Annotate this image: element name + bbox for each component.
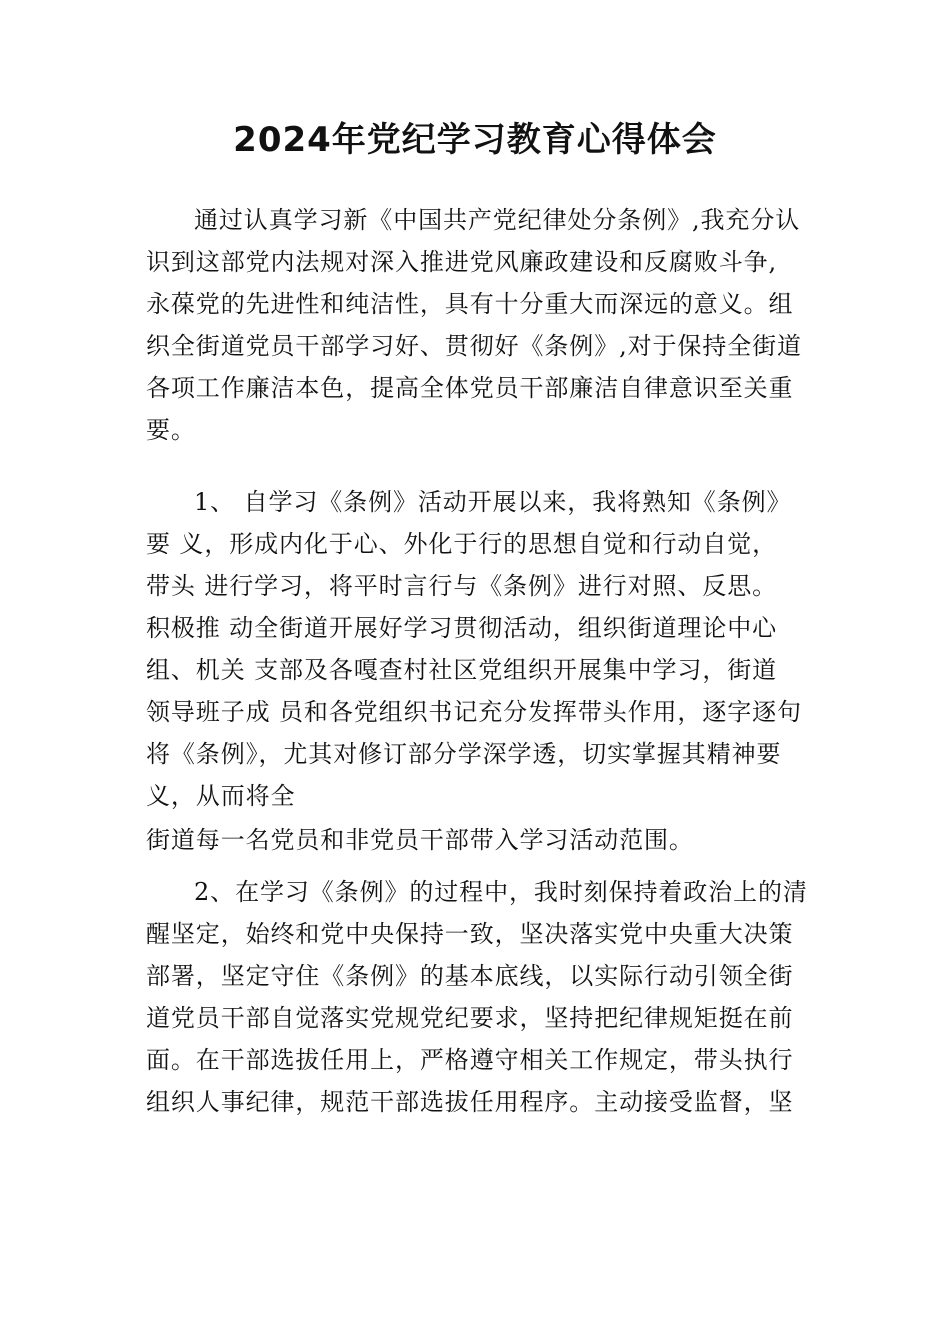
paragraph-line: 要。 <box>146 416 196 444</box>
paragraph-line: 2、在学习《条例》的过程中，我时刻保持着政治上的清 <box>194 878 808 906</box>
paragraph-line: 义，从而将全 <box>146 782 296 810</box>
paragraph-line: 道党员干部自觉落实党规党纪要求，坚持把纪律规矩挺在前 <box>146 1004 794 1032</box>
paragraph-line: 将《条例》，尤其对修订部分学深学透，切实掌握其精神要 <box>146 740 782 768</box>
paragraph-line: 组织人事纪律，规范干部选拔任用程序。主动接受监督，坚 <box>146 1088 794 1116</box>
paragraph-line: 通过认真学习新《中国共产党纪律处分条例》,我充分认 <box>194 206 801 234</box>
paragraph-line: 1、 自学习《条例》活动开展以来，我将熟知《条例》 <box>194 488 792 516</box>
paragraph-line: 积极推 动全街道开展好学习贯彻活动，组织街道理论中心 <box>146 614 778 642</box>
paragraph-line: 各项工作廉洁本色，提高全体党员干部廉洁自律意识至关重 <box>146 374 794 402</box>
paragraph-line: 织全街道党员干部学习好、贯彻好《条例》,对于保持全街道 <box>146 332 802 360</box>
paragraph-line: 要 义，形成内化于心、外化于行的思想自觉和行动自觉， <box>146 530 778 558</box>
paragraph-line: 醒坚定，始终和党中央保持一致，坚决落实党中央重大决策 <box>146 920 794 948</box>
document-title: 2024年党纪学习教育心得体会 <box>233 120 717 160</box>
paragraph-line: 面。在干部选拔任用上，严格遵守相关工作规定，带头执行 <box>146 1046 794 1074</box>
paragraph-line: 识到这部党内法规对深入推进党风廉政建设和反腐败斗争, <box>146 248 778 276</box>
paragraph-line: 组、机关 支部及各嘎查村社区党组织开展集中学习，街道 <box>146 656 778 684</box>
paragraph-line: 永葆党的先进性和纯洁性，具有十分重大而深远的意义。组 <box>146 290 794 318</box>
paragraph-line: 带头 进行学习，将平时言行与《条例》进行对照、反思。 <box>146 572 778 600</box>
paragraph-line: 领导班子成 员和各党组织书记充分发挥带头作用，逐字逐句 <box>146 698 802 726</box>
paragraph-line: 街道每一名党员和非党员干部带入学习活动范围。 <box>146 826 694 854</box>
paragraph-line: 部署，坚定守住《条例》的基本底线，以实际行动引领全街 <box>146 962 794 990</box>
